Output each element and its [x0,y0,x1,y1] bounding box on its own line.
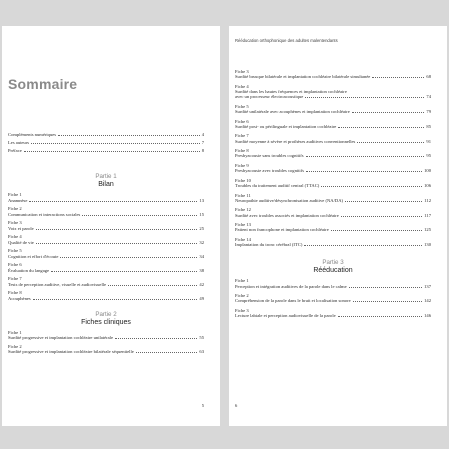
running-head: Rééducation orthophonique des adultes malentendants [235,38,338,43]
dot-leader [51,271,197,272]
page-ref: 100 [424,168,431,174]
entry-title: Cognition et effort d'écoute [8,253,59,259]
page-ref: 146 [424,313,431,319]
part-heading: Partie 3 Rééducation [313,259,353,275]
page-ref: 117 [424,212,431,218]
entry-title: avec un processeur électroacoustique [235,94,304,100]
dot-leader [306,171,422,172]
page-ref: 42 [199,281,204,287]
toc-entry[interactable] [8,262,204,272]
entry-title: Tests de perception auditive, visuelle et audiovisuelle [8,281,107,287]
dot-leader [115,338,197,339]
toc-entry[interactable] [235,207,431,217]
dot-leader [36,229,198,230]
entry-title: Lecture labiale et perception audiovisuelle de la parole [235,313,336,319]
entry-title: Surdité moyenne à sévère et prothèses auditives conventionnelles [235,138,356,144]
page-number: 6 [235,403,238,408]
fiche-label: Fiche 6 [8,262,22,268]
toc-entry[interactable] [235,222,431,232]
dot-leader [60,257,197,258]
page-ref: 79 [426,109,431,114]
toc-entry[interactable] [8,192,204,202]
fiche-label: Fiche 8 [235,148,249,154]
toc-entry[interactable] [235,163,431,173]
entry-title: Surdité post- ou périlinguale et implantation cochléaire [235,123,337,129]
part-heading: Partie 2 Fiches cliniques [81,310,131,326]
fiche-label: Fiche 11 [235,192,251,198]
fiche-label: Fiche 1 [8,329,22,335]
entry-title: Surdité brusque bilatérale et implantation cochléaire bilatérale simultanée [235,74,371,80]
dot-leader [357,142,424,143]
entry-title: Surdité avec troubles associés et implantation cochléaire [235,212,339,218]
toc-entry[interactable] [8,206,204,216]
fiche-label: Fiche 1 [235,278,249,284]
dot-leader [349,287,422,288]
page-ref: 63 [199,349,204,355]
page-ref: 13 [199,197,204,203]
dot-leader [331,230,422,231]
dot-leader [136,352,198,353]
dot-leader [305,97,424,98]
page-number: 5 [201,403,204,408]
page-ref: 142 [424,298,431,304]
page-ref: 137 [424,283,431,289]
toc-entry[interactable] [235,293,431,303]
entry-title: Troubles du traitement auditif central (TTAC) [235,182,320,188]
page-title: Sommaire [8,76,78,92]
page-ref: 38 [199,267,204,273]
page-ref: 125 [424,227,431,233]
page-ref: 25 [199,225,204,231]
part-heading: Partie 1 Bilan [95,173,117,189]
fiche-label: Fiche 2 [8,343,22,349]
page-ref: 95 [426,153,431,159]
dot-leader [306,156,425,157]
fiche-label: Fiche 5 [235,103,249,109]
page-ref: 55 [199,335,204,341]
fiche-label: Fiche 3 [235,69,249,74]
part-1-entries [8,192,204,300]
toc-entry[interactable] [235,193,431,203]
dot-leader [108,285,197,286]
entry-title: Qualité de vie [8,239,34,245]
dot-leader [352,112,425,113]
part-2-continued-entries [235,69,431,247]
front-matter-list [8,132,204,153]
dot-leader [33,299,198,300]
fiche-label: Fiche 2 [8,206,22,212]
dot-leader [304,245,422,246]
fiche-label: Fiche 7 [235,133,249,139]
fiche-label: Fiche 2 [235,293,249,299]
entry-title: Anamnèse [8,197,28,203]
page-ref: 74 [426,94,431,100]
entry-title: Patient non francophone et implantation cochléaire [235,227,329,233]
page-ref: 130 [424,242,431,248]
dot-leader [36,243,198,244]
entry-title: Presbyacousie avec troubles cognitifs [235,168,305,174]
entry-title: Communication et interactions sociales [8,211,81,217]
toc-entry[interactable] [8,248,204,258]
toc-entry[interactable] [8,234,204,244]
entry-title: Surdité unilatérale avec acouphènes et implantation cochléaire [235,109,350,114]
dot-leader [372,77,424,78]
fiche-label: Fiche 1 [8,192,22,198]
toc-entry[interactable] [8,290,204,300]
fiche-label: Fiche 3 [8,220,22,226]
right-page [229,26,447,426]
page-ref: 34 [199,253,204,259]
dot-leader [353,301,422,302]
toc-entry[interactable] [235,278,431,288]
entry-title: Surdité progressive et implantation cochléaire bilatérale séquentielle [8,349,134,355]
page-ref: 91 [426,138,431,144]
entry-title: Implantation du tronc cérébral (ITC) [235,242,303,248]
toc-entry[interactable] [8,220,204,230]
toc-entry[interactable] [235,148,431,158]
part-3-entries [235,278,431,318]
page-ref: 106 [424,182,431,188]
fiche-label: Fiche 7 [8,276,22,282]
fiche-label: Fiche 5 [8,248,22,254]
toc-entry[interactable]: Préface 8 [8,148,204,153]
fiche-label: Fiche 14 [235,236,251,242]
dot-leader [29,201,197,202]
toc-entry[interactable] [8,276,204,286]
dot-leader [82,215,197,216]
fiche-label: Fiche 3 [235,307,249,313]
page-ref: 32 [199,239,204,245]
page-ref: 15 [199,211,204,217]
fiche-label: Fiche 9 [235,162,249,168]
entry-title: Perception et intégration auditives de la parole dans le calme [235,283,347,289]
entry-title: Presbyacousie sans troubles cognitifs [235,153,304,159]
entry-title: Compréhension de la parole dans le bruit et localisation sonore [235,298,351,304]
entry-title: Neuropathie auditive/désynchronisation auditive (NA/DA) [235,197,344,203]
fiche-label: Fiche 6 [235,118,249,124]
left-page [2,26,220,426]
fiche-label: Fiche 4 [235,83,249,89]
toc-entry[interactable]: Compléments numériques 4 [8,132,204,137]
toc-entry[interactable]: Les auteurs 7 [8,140,204,145]
part-2-entries [8,330,204,354]
fiche-label: Fiche 12 [235,207,251,213]
dot-leader [338,316,422,317]
entry-title: Acouphènes [8,295,31,301]
entry-title: Surdité dans les hautes fréquences et implantation cochléaire [235,89,347,94]
toc-entry[interactable] [235,133,431,143]
toc-entry[interactable] [235,119,431,129]
fiche-label: Fiche 4 [8,234,22,240]
dot-leader [338,127,424,128]
dot-leader [345,201,422,202]
page-ref: 112 [424,197,431,203]
fiche-label: Fiche 10 [235,177,251,183]
entry-title: Surdité progressive et implantation cochléaire unilatérale [8,335,113,341]
toc-entry[interactable] [235,69,431,79]
entry-title: Voix et parole [8,225,34,231]
dot-leader [341,216,422,217]
toc-entry[interactable] [8,330,204,340]
page-ref: 49 [199,295,204,301]
entry-title: Évaluation du langage [8,267,50,273]
fiche-label: Fiche 13 [235,222,251,228]
toc-entry[interactable] [235,308,431,318]
page-ref: 68 [426,74,431,80]
toc-entry[interactable] [235,178,431,188]
toc-entry[interactable] [8,344,204,354]
toc-entry[interactable] [235,104,431,114]
fiche-label: Fiche 8 [8,290,22,296]
page-ref: 85 [426,123,431,129]
dot-leader [321,186,422,187]
toc-entry[interactable] [235,84,431,100]
toc-entry[interactable] [235,237,431,247]
